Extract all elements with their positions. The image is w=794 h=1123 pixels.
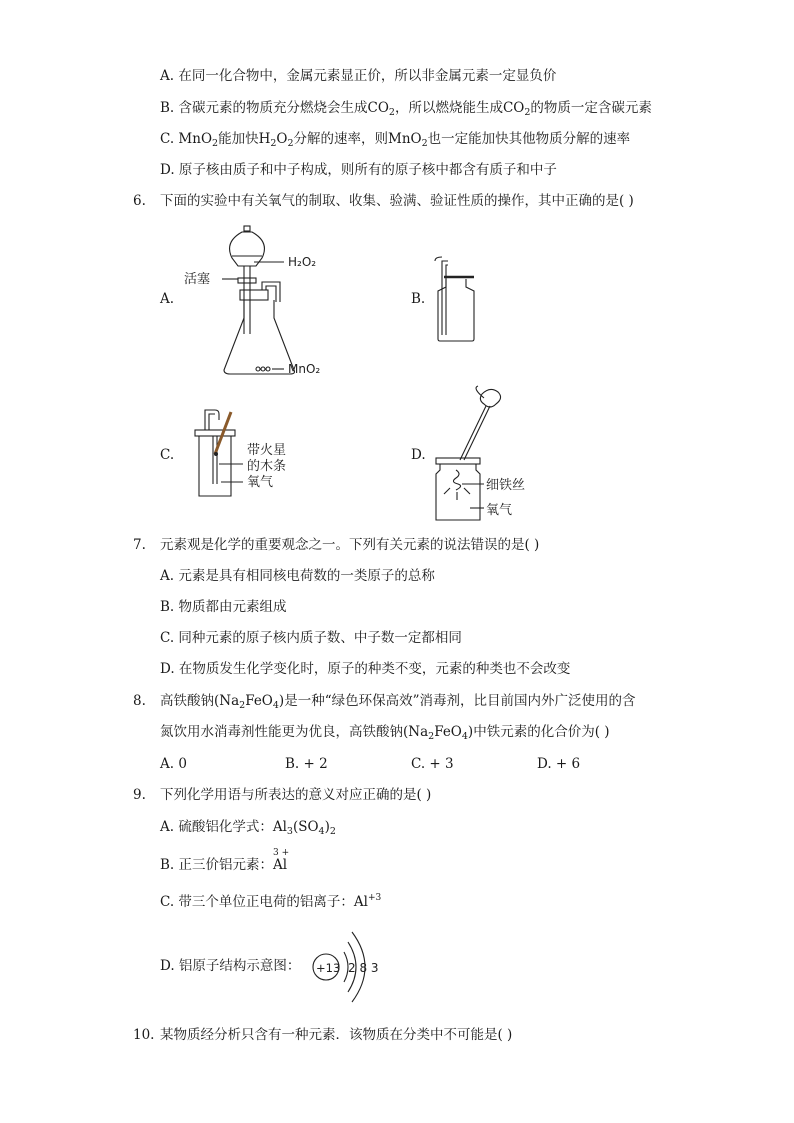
label-mno2: MnO₂	[288, 362, 321, 376]
q9-option-d: D. 铝原子结构示意图：	[160, 958, 301, 974]
iron-wire-icon	[453, 470, 460, 490]
q7-number: 7.	[133, 537, 146, 553]
shell-electrons: 2 8 3	[348, 961, 379, 975]
glowing-splint-icon	[215, 412, 231, 454]
q8-option-b: B. + 2	[285, 756, 328, 772]
q8-option-d: D. + 6	[537, 756, 581, 772]
q9-number: 9.	[133, 787, 146, 803]
q5-option-c: C. MnO$_2$能加快$H_2O_2$分解的速率，则MnO$_2$也一定能加快其他物质分解的速率	[160, 131, 631, 149]
q8-stem-line1: 高铁酸钠$(Na_2FeO_4)$是一种“绿色环保高效”消毒剂，比目前国内外广泛使用的含	[160, 693, 636, 711]
q9-option-c: C. 带三个单位正电荷的铝离子：$Al^{+3}$	[160, 893, 382, 910]
q6-stem: 下面的实验中有关氧气的制取、收集、验满、验证性质的操作，其中正确的是( )	[160, 193, 634, 209]
q7-stem: 元素观是化学的重要观念之一。下列有关元素的说法错误的是( )	[160, 537, 540, 553]
q7-option-b: B. 物质都由元素组成	[160, 599, 287, 615]
q8-number: 8.	[133, 693, 146, 709]
q7-option-c: C. 同种元素的原子核内质子数、中子数一定都相同	[160, 630, 462, 646]
q6-label-d: D.	[411, 447, 426, 463]
label-h2o2: H₂O₂	[288, 255, 317, 269]
valve-icon	[238, 278, 256, 283]
q6-number: 6.	[133, 193, 146, 209]
label-oxygen-c: 氧气	[247, 475, 274, 490]
funnel-stopper-icon	[244, 226, 250, 231]
label-oxygen-d: 氧气	[486, 503, 513, 518]
q9-option-a: A. 硫酸铝化学式：$Al_3(SO_4)_2$	[160, 819, 336, 837]
figure-a-oxygen-generator	[180, 222, 330, 380]
q6-label-b: B.	[411, 291, 426, 307]
separatory-funnel-icon	[230, 232, 265, 266]
aluminum-atom-structure-diagram	[308, 922, 388, 1012]
q7-option-a: A. 元素是具有相同核电荷数的一类原子的总称	[160, 568, 435, 584]
q7-option-d: D. 在物质发生化学变化时，原子的种类不变，元素的种类也不会改变	[160, 661, 571, 677]
conical-flask-icon	[224, 300, 295, 374]
q8-option-c: C. + 3	[411, 756, 454, 772]
label-valve: 活塞	[184, 272, 211, 287]
nucleus-charge: +13	[316, 961, 341, 975]
q9-stem: 下列化学用语与所表达的意义对应正确的是( )	[160, 787, 432, 803]
al-with-valence: 3 + Al	[273, 848, 290, 873]
label-splint-line2: 的木条	[247, 459, 287, 474]
q10-number: 10.	[133, 1027, 155, 1043]
figure-b-gas-jar	[430, 255, 490, 347]
q5-option-b: B. 含碳元素的物质充分燃烧会生成$CO_2$，所以燃烧能生成$CO_2$的物质一定含碳元素	[160, 100, 652, 118]
q6-label-a: A.	[160, 291, 175, 307]
q10-stem: 某物质经分析只含有一种元素．该物质在分类中不可能是( )	[160, 1027, 513, 1043]
figure-d-iron-wire-burning	[432, 384, 552, 526]
q5-option-d: D. 原子核由质子和中子构成，则所有的原子核中都含有质子和中子	[160, 162, 557, 178]
label-splint-line1: 带火星	[247, 443, 287, 458]
q8-option-a: A. 0	[160, 756, 187, 772]
gas-jar-icon	[438, 279, 474, 341]
q8-stem-line2: 氮饮用水消毒剂性能更为优良，高铁酸钠$(Na_2FeO_4)$中铁元素的化合价为( )	[160, 724, 610, 742]
figure-c-glowing-splint-test	[185, 406, 295, 502]
q9-option-b: B. 正三价铝元素： 3 + Al	[160, 848, 290, 873]
q5-option-a: A. 在同一化合物中，金属元素显正价，所以非金属元素一定显负价	[160, 68, 557, 84]
bottle-icon	[199, 436, 231, 496]
q6-label-c: C.	[160, 447, 175, 463]
label-iron-wire: 细铁丝	[486, 478, 526, 493]
